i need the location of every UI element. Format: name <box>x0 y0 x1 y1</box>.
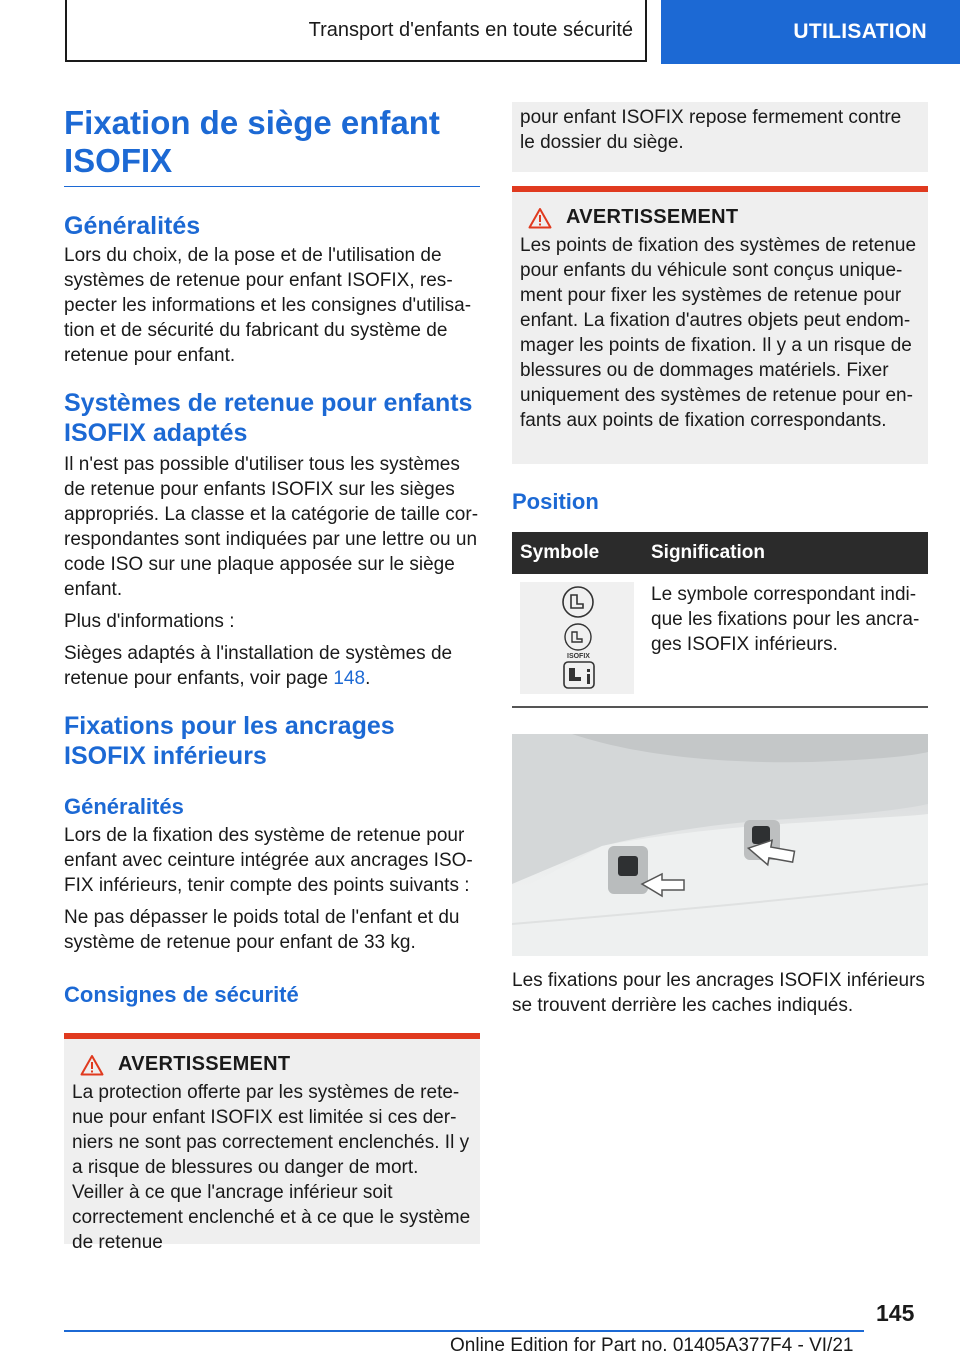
chapter-title: Transport d'enfants en toute sécurité <box>308 18 633 41</box>
symbol-table <box>512 532 928 694</box>
generalites-heading: Généralités <box>64 212 201 240</box>
seat-anchor-illustration <box>512 734 928 956</box>
section-tab[interactable] <box>661 0 960 64</box>
isofix-label: ISOFIX <box>567 653 590 660</box>
warning-box-1 <box>64 1033 480 1253</box>
warning-title: AVERTISSEMENT <box>118 1053 291 1075</box>
reference-paragraph <box>64 641 480 691</box>
fixations-heading: Fixations pour les ancrages ISOFIX inférieurs <box>64 712 395 770</box>
generalites-subheading: Généralités <box>64 794 184 819</box>
symbol-image <box>520 582 634 694</box>
image-caption: Les fixations pour les ancrages ISOFIX inférieurs se trouvent derrière les caches indiqués. <box>512 969 925 1016</box>
footer-divider <box>64 1330 864 1332</box>
table-header-signification: Signification <box>643 532 928 574</box>
table-header-symbole: Symbole <box>512 532 643 574</box>
table-row <box>512 574 928 694</box>
warning-triangle-icon <box>80 1054 104 1076</box>
table-divider <box>512 706 928 708</box>
page-number: 145 <box>876 1300 915 1326</box>
reference-end: . <box>365 668 371 689</box>
edition-text: Online Edition for Part no. 01405A377F4 - VI/21 <box>450 1335 854 1356</box>
systemes-text: Il n'est pas possible d'utiliser tous les systèmes de retenue pour enfants ISOFIX sur les sièges appropriés. La classe et la catégorie de taille correspondantes sont indiquées par une lettre ou un code ISO sur une plaque apposée sur le siège enfant. <box>64 454 479 600</box>
more-info-text: Plus d'informations : <box>64 611 235 632</box>
warning-continuation <box>512 102 928 172</box>
page-link[interactable]: 148 <box>333 668 366 689</box>
page-title: Fixation de siège enfant ISOFIX <box>64 104 480 187</box>
seat-photo <box>512 734 928 956</box>
warning-text: La protection offerte par les systèmes de retenue pour enfant ISOFIX est limitée si ces derniers ne sont pas correctement enclenchés. Il y a risque de blessures ou danger de mort. Veiller à ce que l'ancrage inférieur soit correctement enclenché et à ce que le système de retenue <box>72 1082 471 1253</box>
child-seat-icon <box>520 582 634 694</box>
position-heading: Position <box>512 489 599 514</box>
warning-header <box>72 1053 472 1076</box>
warning-text: Les points de fixation des systèmes de retenue pour enfants du véhicule sont conçus uniquement pour fixer les systèmes de retenue pour enfant. La fixation d'autres objets peut endommager les points de fixation. Il y a un risque de blessures ou de dommages matériels. Fixer uniquement des systèmes de retenue pour enfants aux points de fixation correspondants. <box>520 235 917 431</box>
warning-box-2 <box>512 186 928 464</box>
section-tab-label: UTILISATION <box>793 20 927 43</box>
right-column <box>512 102 928 1018</box>
table-cell <box>643 574 928 694</box>
poids-text: Ne pas dépasser le poids total de l'enfant et du système de retenue pour enfant de 33 kg. <box>64 907 460 953</box>
table-row-text: Le symbole correspondant indique les fixations pour les ancrages ISOFIX inférieurs. <box>651 584 920 655</box>
systemes-heading: Systèmes de retenue pour enfants ISOFIX adaptés <box>64 389 473 447</box>
reference-text: Sièges adaptés à l'installation de systèmes de retenue pour enfants, voir page <box>64 643 453 689</box>
warning-header <box>520 206 920 229</box>
fixation-text: Lors de la fixation des système de retenue pour enfant avec ceinture intégrée aux ancrages ISOFIX inférieurs, tenir compte des points suivants : <box>64 825 473 896</box>
generalites-text: Lors du choix, de la pose et de l'utilisation de systèmes de retenue pour enfant ISOFIX, respecter les informations et les consignes d'utilisation et de sécurité du fabricant du système de retenue pour enfant. <box>64 245 472 366</box>
consignes-heading: Consignes de sécurité <box>64 982 299 1007</box>
chapter-header <box>65 0 647 62</box>
warning-continuation-text: pour enfant ISOFIX repose fermement contre le dossier du siège. <box>520 107 902 153</box>
symbol-cell <box>512 574 643 694</box>
left-column <box>64 104 480 1253</box>
warning-triangle-icon <box>528 207 552 229</box>
warning-title: AVERTISSEMENT <box>566 206 739 228</box>
